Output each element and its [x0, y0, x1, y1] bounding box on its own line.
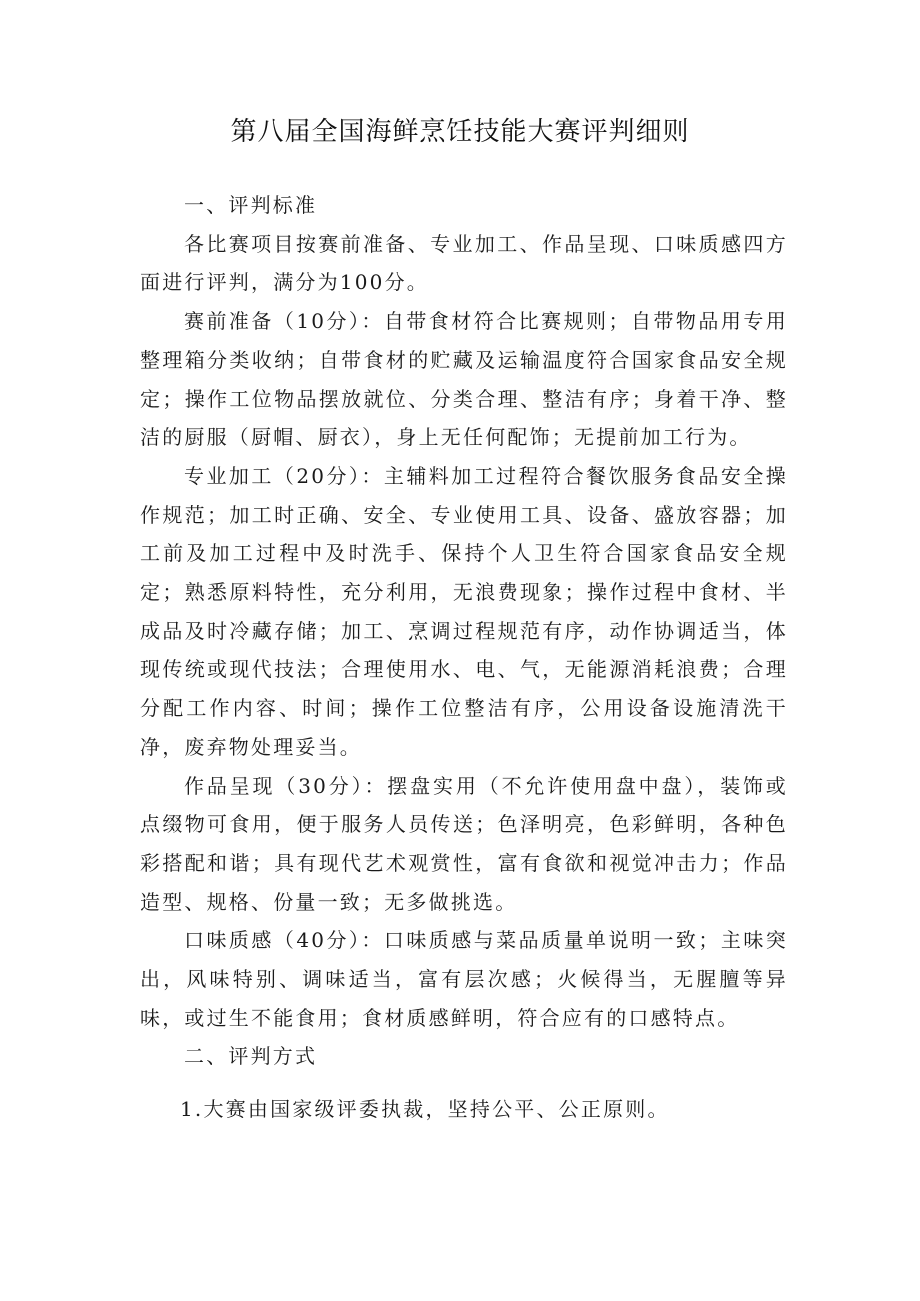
document-title: 第八届全国海鲜烹饪技能大赛评判细则 [230, 117, 690, 147]
list-item-1: 1.大赛由国家级评委执裁，坚持公平、公正原则。 [180, 1097, 670, 1122]
paragraph-intro: 各比赛项目按赛前准备、专业加工、作品呈现、口味质感四方面进行评判，满分为100分。 [140, 231, 788, 295]
paragraph-presentation: 作品呈现（30分）：摆盘实用（不允许使用盘中盘），装饰或点缀物可食用，便于服务人员传送；色泽明亮，色彩鲜明，各种色彩搭配和谐；具有现代艺术观赏性，富有食欲和视觉冲击力；作品造型、规格、份量一致；无多做挑选。 [140, 773, 788, 914]
paragraph-taste: 口味质感（40分）：口味质感与菜品质量单说明一致；主味突出，风味特别、调味适当，富有层次感；火候得当，无腥膻等异味，或过生不能食用；食材质感鲜明，符合应有的口感特点。 [140, 928, 788, 1030]
paragraph-processing: 专业加工（20分）：主辅料加工过程符合餐饮服务食品安全操作规范；加工时正确、安全、专业使用工具、设备、盛放容器；加工前及加工过程中及时洗手、保持个人卫生符合国家食品安全规定；熟悉原料特性，充分利用，无浪费现象；操作过程中食材、半成品及时冷藏存储；加工、烹调过程规范有序，动作协调适当，体现传统或现代技法；合理使用水、电、气，无能源消耗浪费；合理分配工作内容、时间；操作工位整洁有序，公用设备设施清洗干净，废弃物处理妥当。 [140, 463, 788, 759]
paragraph-preparation: 赛前准备（10分）：自带食材符合比赛规则；自带物品用专用整理箱分类收纳；自带食材的贮藏及运输温度符合国家食品安全规定；操作工位物品摆放就位、分类合理、整洁有序；身着干净、整洁的厨服（厨帽、厨衣），身上无任何配饰；无提前加工行为。 [140, 309, 788, 450]
section-heading-method: 二、评判方式 [184, 1044, 318, 1069]
document-body [140, 186, 788, 1129]
section-heading-criteria: 一、评判标准 [184, 193, 318, 217]
